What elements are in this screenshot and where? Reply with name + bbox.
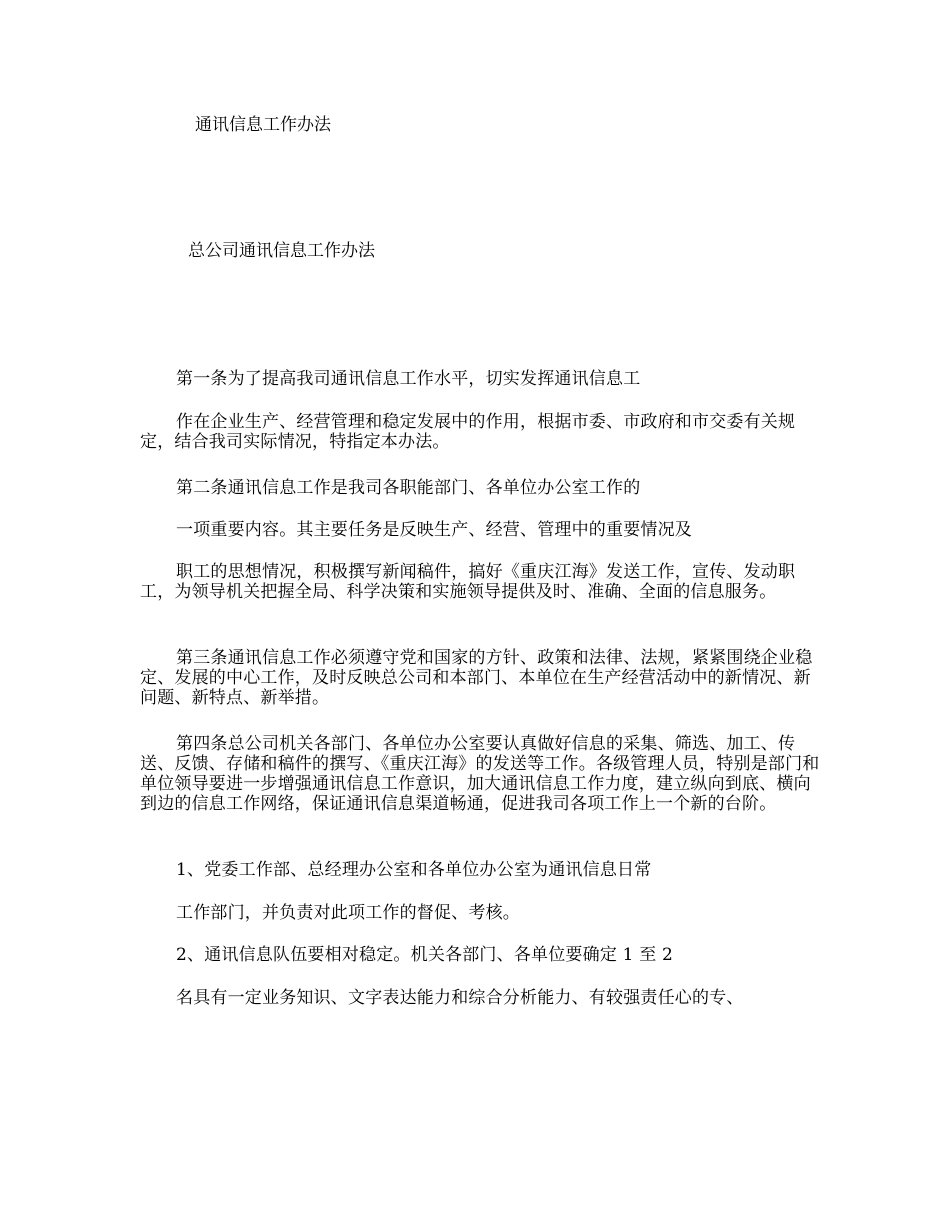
paragraph-article-1-cont: 作在企业生产、经营管理和稳定发展中的作用，根据市委、市政府和市交委有关规定，结合我司实际情况，特指定本办法。 [140,412,796,452]
paragraph-article-1: 第一条为了提高我司通讯信息工作水平，切实发挥通讯信息工 [176,369,641,389]
paragraph-article-2-cont: 一项重要内容。其主要任务是反映生产、经营、管理中的重要情况及 [176,520,692,540]
paragraph-item-1-cont: 工作部门，并负责对此项工作的督促、考核。 [176,903,520,923]
paragraph-item-2: 2、通讯信息队伍要相对稳定。机关各部门、各单位要确定 1 至 2 [176,945,674,965]
document-subtitle: 总公司通讯信息工作办法 [188,241,375,261]
paragraph-article-4: 第四条总公司机关各部门、各单位办公室要认真做好信息的采集、筛选、加工、传送、反馈、存储和稿件的撰写、《重庆江海》的发送等工作。各级管理人员，特别是部门和单位领导要进一步增强通讯信息工作意识，加大通讯信息工作力度，建立纵向到底、横向到边的信息工作网络，保证通讯信息渠道畅通，促进我司各项工作上一个新的台阶。 [140,734,820,814]
paragraph-article-2-cont-2: 职工的思想情况，积极撰写新闻稿件，搞好《重庆江海》发送工作，宣传、发动职工，为领导机关把握全局、科学决策和实施领导提供及时、准确、全面的信息服务。 [140,562,796,602]
paragraph-article-2: 第二条通讯信息工作是我司各职能部门、各单位办公室工作的 [176,478,641,498]
paragraph-item-2-cont: 名具有一定业务知识、文字表达能力和综合分析能力、有较强责任心的专、 [176,988,744,1008]
document-title: 通讯信息工作办法 [195,115,331,135]
paragraph-item-1: 1、党委工作部、总经理办公室和各单位办公室为通讯信息日常 [176,860,652,880]
paragraph-article-3: 第三条通讯信息工作必须遵守党和国家的方针、政策和法律、法规，紧紧围绕企业稳定、发展的中心工作，及时反映总公司和本部门、本单位在生产经营活动中的新情况、新问题、新特点、新举措。 [140,648,813,708]
